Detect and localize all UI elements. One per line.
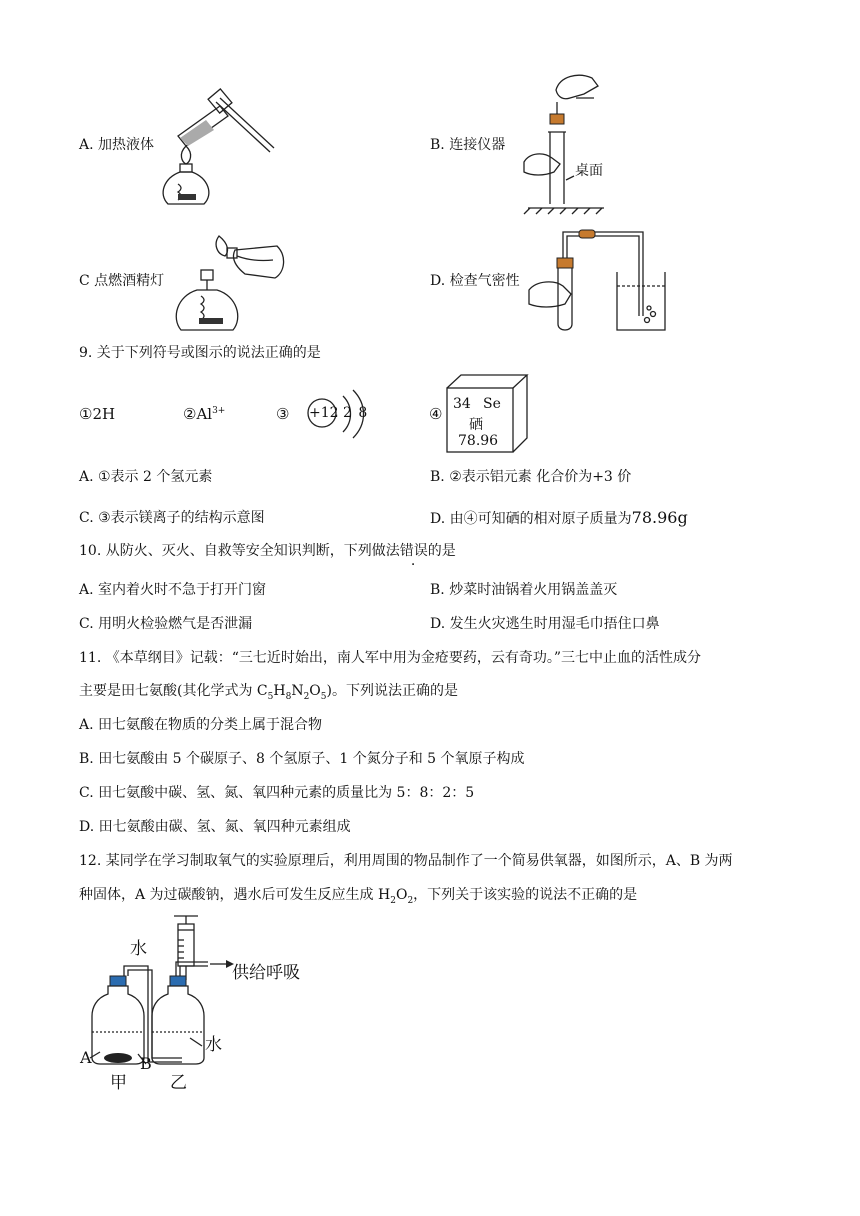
- q9-option-d-value: 78.96g: [631, 508, 688, 527]
- element-atomic-number: 34: [453, 396, 471, 412]
- label-water-bottle: 水: [205, 1035, 222, 1055]
- q11-option-b: B. 田七氨酸由 5 个碳原子、8 个氢原子、1 个氮分子和 5 个氧原子构成: [79, 751, 525, 767]
- desk-label: 桌面: [575, 163, 603, 179]
- q9-item-1: ①2H: [79, 405, 116, 423]
- q8-option-d: D. 检查气密性: [430, 273, 520, 289]
- formula-o: O: [309, 683, 321, 699]
- q11-option-d: D. 田七氨酸由碳、氢、氮、氧四种元素组成: [79, 819, 351, 835]
- q10-option-d: D. 发生火灾逃生时用湿毛巾捂住口鼻: [430, 616, 660, 632]
- q9-option-b: B. ②表示铝元素 化合价为+3 价: [430, 469, 632, 485]
- label-supply-breathing: 供给呼吸: [232, 963, 300, 983]
- q10-option-a: A. 室内着火时不急于打开门窗: [79, 582, 267, 598]
- q12-stem-line-2: [79, 885, 637, 911]
- q9-item-4: ④: [429, 405, 443, 423]
- label-solid-a: A: [80, 1048, 92, 1067]
- q12-line2-prefix: 种固体，A 为过碳酸钠，遇水后可发生反应生成 H: [79, 887, 391, 903]
- connect-apparatus-figure: [520, 72, 640, 214]
- q9-option-a: A. ①表示 2 个氢元素: [79, 469, 213, 485]
- alcohol-lamp-heating-figure: [158, 84, 278, 208]
- q11-option-c: C. 田七氨酸中碳、氢、氮、氧四种元素的质量比为 5：8：2：5: [79, 785, 475, 801]
- label-bottle-yi: 乙: [170, 1073, 187, 1093]
- element-name: 硒: [469, 417, 483, 433]
- q10-option-b: B. 炒菜时油锅着火用锅盖盖灭: [430, 582, 618, 598]
- atom-nucleus-charge: +12: [309, 405, 339, 421]
- q10-stem-emphasis: 错误: [399, 543, 428, 559]
- q11-stem-line-1: 11. 《本草纲目》记载：“三七近时始出，南人军中用为金疮要药，云有奇功。”三七中止血的活性成分: [79, 650, 702, 666]
- label-solid-b: B: [140, 1054, 152, 1073]
- q8-option-b: B. 连接仪器: [430, 137, 506, 153]
- atom-electron-shells: 2 8: [343, 405, 369, 421]
- lighting-alcohol-lamp-figure: [175, 226, 295, 338]
- q9-option-d-text: D. 由④可知硒的相对原子质量为: [430, 511, 632, 527]
- airtightness-check-figure: [525, 224, 670, 336]
- q9-item-2: [183, 405, 225, 423]
- element-symbol: Se: [483, 396, 501, 412]
- q9-item-3: ③: [276, 405, 290, 423]
- q10-stem: [79, 541, 456, 561]
- q12-line2-suffix: ，下列关于该实验的说法不正确的是: [413, 887, 638, 903]
- q10-option-c: C. 用明火检验燃气是否泄漏: [79, 616, 253, 632]
- formula-n: N: [291, 683, 304, 699]
- formula-h-count: 8: [285, 691, 292, 702]
- q11-option-a: A. 田七氨酸在物质的分类上属于混合物: [79, 717, 323, 733]
- h2o2-h-count: 2: [390, 895, 396, 906]
- formula-o-count: 5: [320, 691, 327, 702]
- label-bottle-jia: 甲: [110, 1073, 127, 1093]
- q12-stem-line-1: 12. 某同学在学习制取氧气的实验原理后，利用周围的物品制作了一个简易供氧器，如图所示，A、B 为两: [79, 853, 733, 869]
- label-water-syringe: 水: [130, 939, 147, 959]
- h2o2-o-count: 2: [407, 895, 414, 906]
- q8-option-a: A. 加热液体: [79, 137, 155, 153]
- element-atomic-mass: 78.96: [458, 433, 499, 449]
- al-symbol: ②Al: [183, 405, 213, 423]
- h2o2-o: O: [395, 887, 408, 903]
- q8-option-c: C 点燃酒精灯: [79, 273, 165, 289]
- al-charge: 3+: [212, 406, 226, 416]
- q11-line2-prefix: 主要是田七氨酸(其化学式为 C: [79, 683, 268, 699]
- q9-stem: 9. 关于下列符号或图示的说法正确的是: [79, 345, 321, 361]
- q9-option-c: C. ③表示镁离子的结构示意图: [79, 510, 265, 526]
- q11-line2-suffix: )。下列说法正确的是: [326, 683, 458, 699]
- formula-n-count: 2: [303, 691, 310, 702]
- q9-option-d: [430, 508, 688, 529]
- q10-stem-suffix: 的是: [427, 543, 456, 559]
- formula-c-count: 5: [267, 691, 274, 702]
- q10-stem-prefix: 10. 从防火、灭火、自救等安全知识判断，下列做法: [79, 543, 400, 559]
- oxygen-generator-figure: [78, 910, 318, 1090]
- formula-h: H: [273, 683, 286, 699]
- q11-stem-line-2: [79, 681, 458, 707]
